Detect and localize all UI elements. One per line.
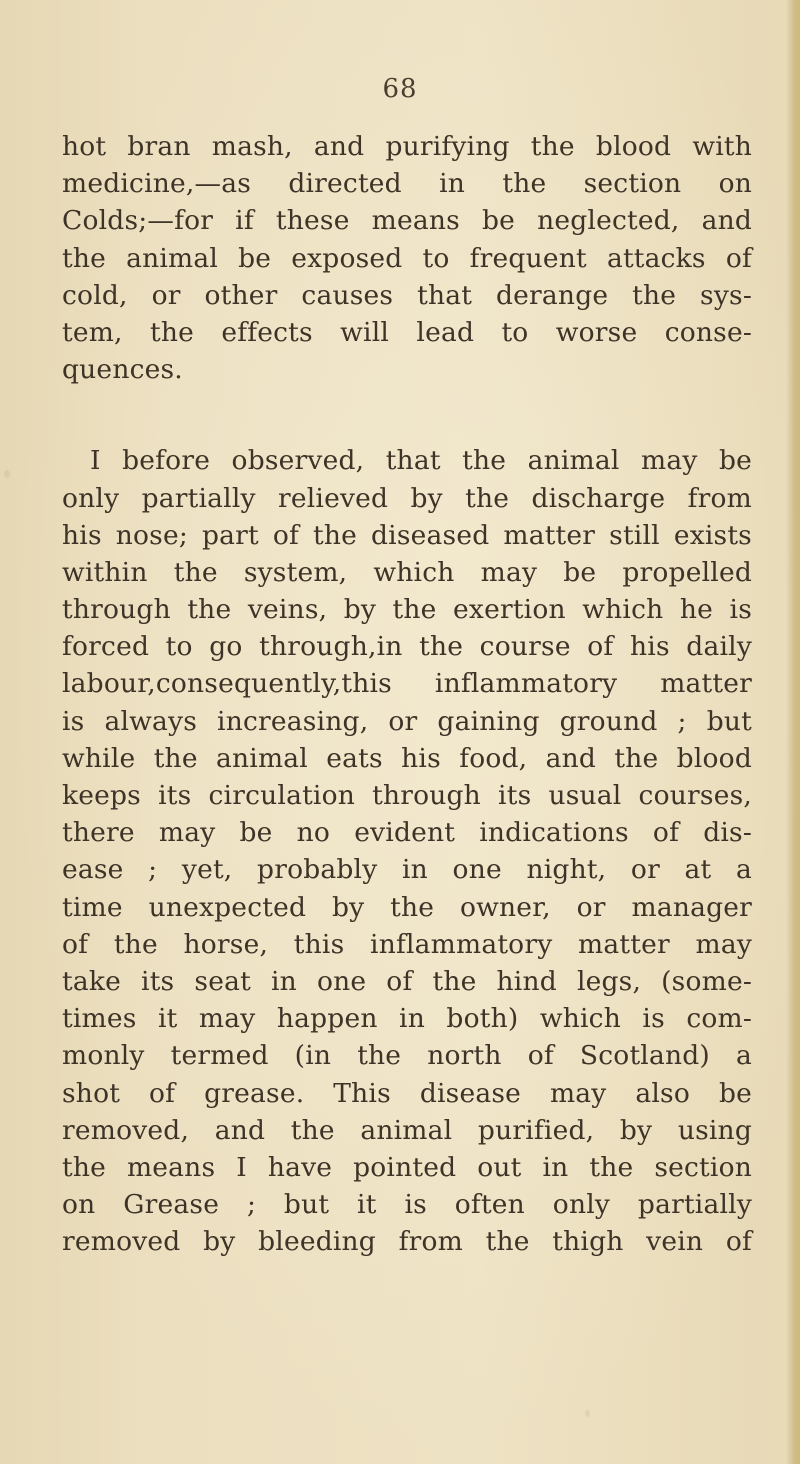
- text-line: only partially relieved by the discharge from: [62, 482, 752, 514]
- text-line: his nose; part of the diseased matter still exists: [62, 519, 752, 551]
- text-line: Colds;—for if these means be neglected, and: [62, 205, 752, 237]
- text-line: keeps its circulation through its usual courses,: [62, 780, 752, 811]
- text-line: removed by bleeding from the thigh vein of: [62, 1226, 752, 1258]
- text-line: forced to go through,in the course of his daily: [62, 631, 752, 663]
- paper-spot: [4, 470, 10, 478]
- text-line: tem, the effects will lead to worse conse-: [62, 316, 752, 348]
- text-line: times it may happen in both) which is com-: [62, 1003, 752, 1035]
- text-line: while the animal eats his food, and the blood: [62, 742, 752, 774]
- text-line: through the veins, by the exertion which he is: [62, 594, 752, 626]
- text-line: medicine,—as directed in the section on: [62, 168, 752, 200]
- text-line: I before observed, that the animal may be: [90, 445, 752, 477]
- text-line: is always increasing, or gaining ground ; but: [62, 705, 752, 737]
- text-line: take its seat in one of the hind legs, (some-: [62, 965, 752, 997]
- text-line: ease ; yet, probably in one night, or at a: [62, 854, 752, 886]
- text-line: hot bran mash, and purifying the blood with: [62, 131, 752, 162]
- paragraph-1: [62, 128, 752, 388]
- text-line: the animal be exposed to frequent attacks of: [62, 242, 752, 274]
- text-line: removed, and the animal purified, by using: [62, 1114, 752, 1146]
- text-line: time unexpected by the owner, or manager: [62, 891, 752, 923]
- page-number: 68: [382, 74, 418, 104]
- page-edge-shadow: [786, 0, 800, 1464]
- body-text: [62, 128, 752, 1260]
- text-line: the means I have pointed out in the section: [62, 1151, 752, 1183]
- text-line: there may be no evident indications of dis-: [62, 817, 752, 849]
- text-line: within the system, which may be propelled: [62, 556, 752, 588]
- paragraph-2: [62, 442, 752, 1260]
- text-line: shot of grease. This disease may also be: [62, 1077, 752, 1109]
- text-line: cold, or other causes that derange the sys-: [62, 279, 752, 311]
- text-line: labour,consequently,this inflammatory matter: [62, 668, 752, 700]
- text-line: quences.: [62, 354, 183, 386]
- paper-spot: [585, 1410, 590, 1417]
- text-line: of the horse, this inflammatory matter may: [62, 928, 752, 960]
- text-line: on Grease ; but it is often only partially: [62, 1189, 752, 1221]
- text-line: monly termed (in the north of Scotland) a: [62, 1040, 752, 1072]
